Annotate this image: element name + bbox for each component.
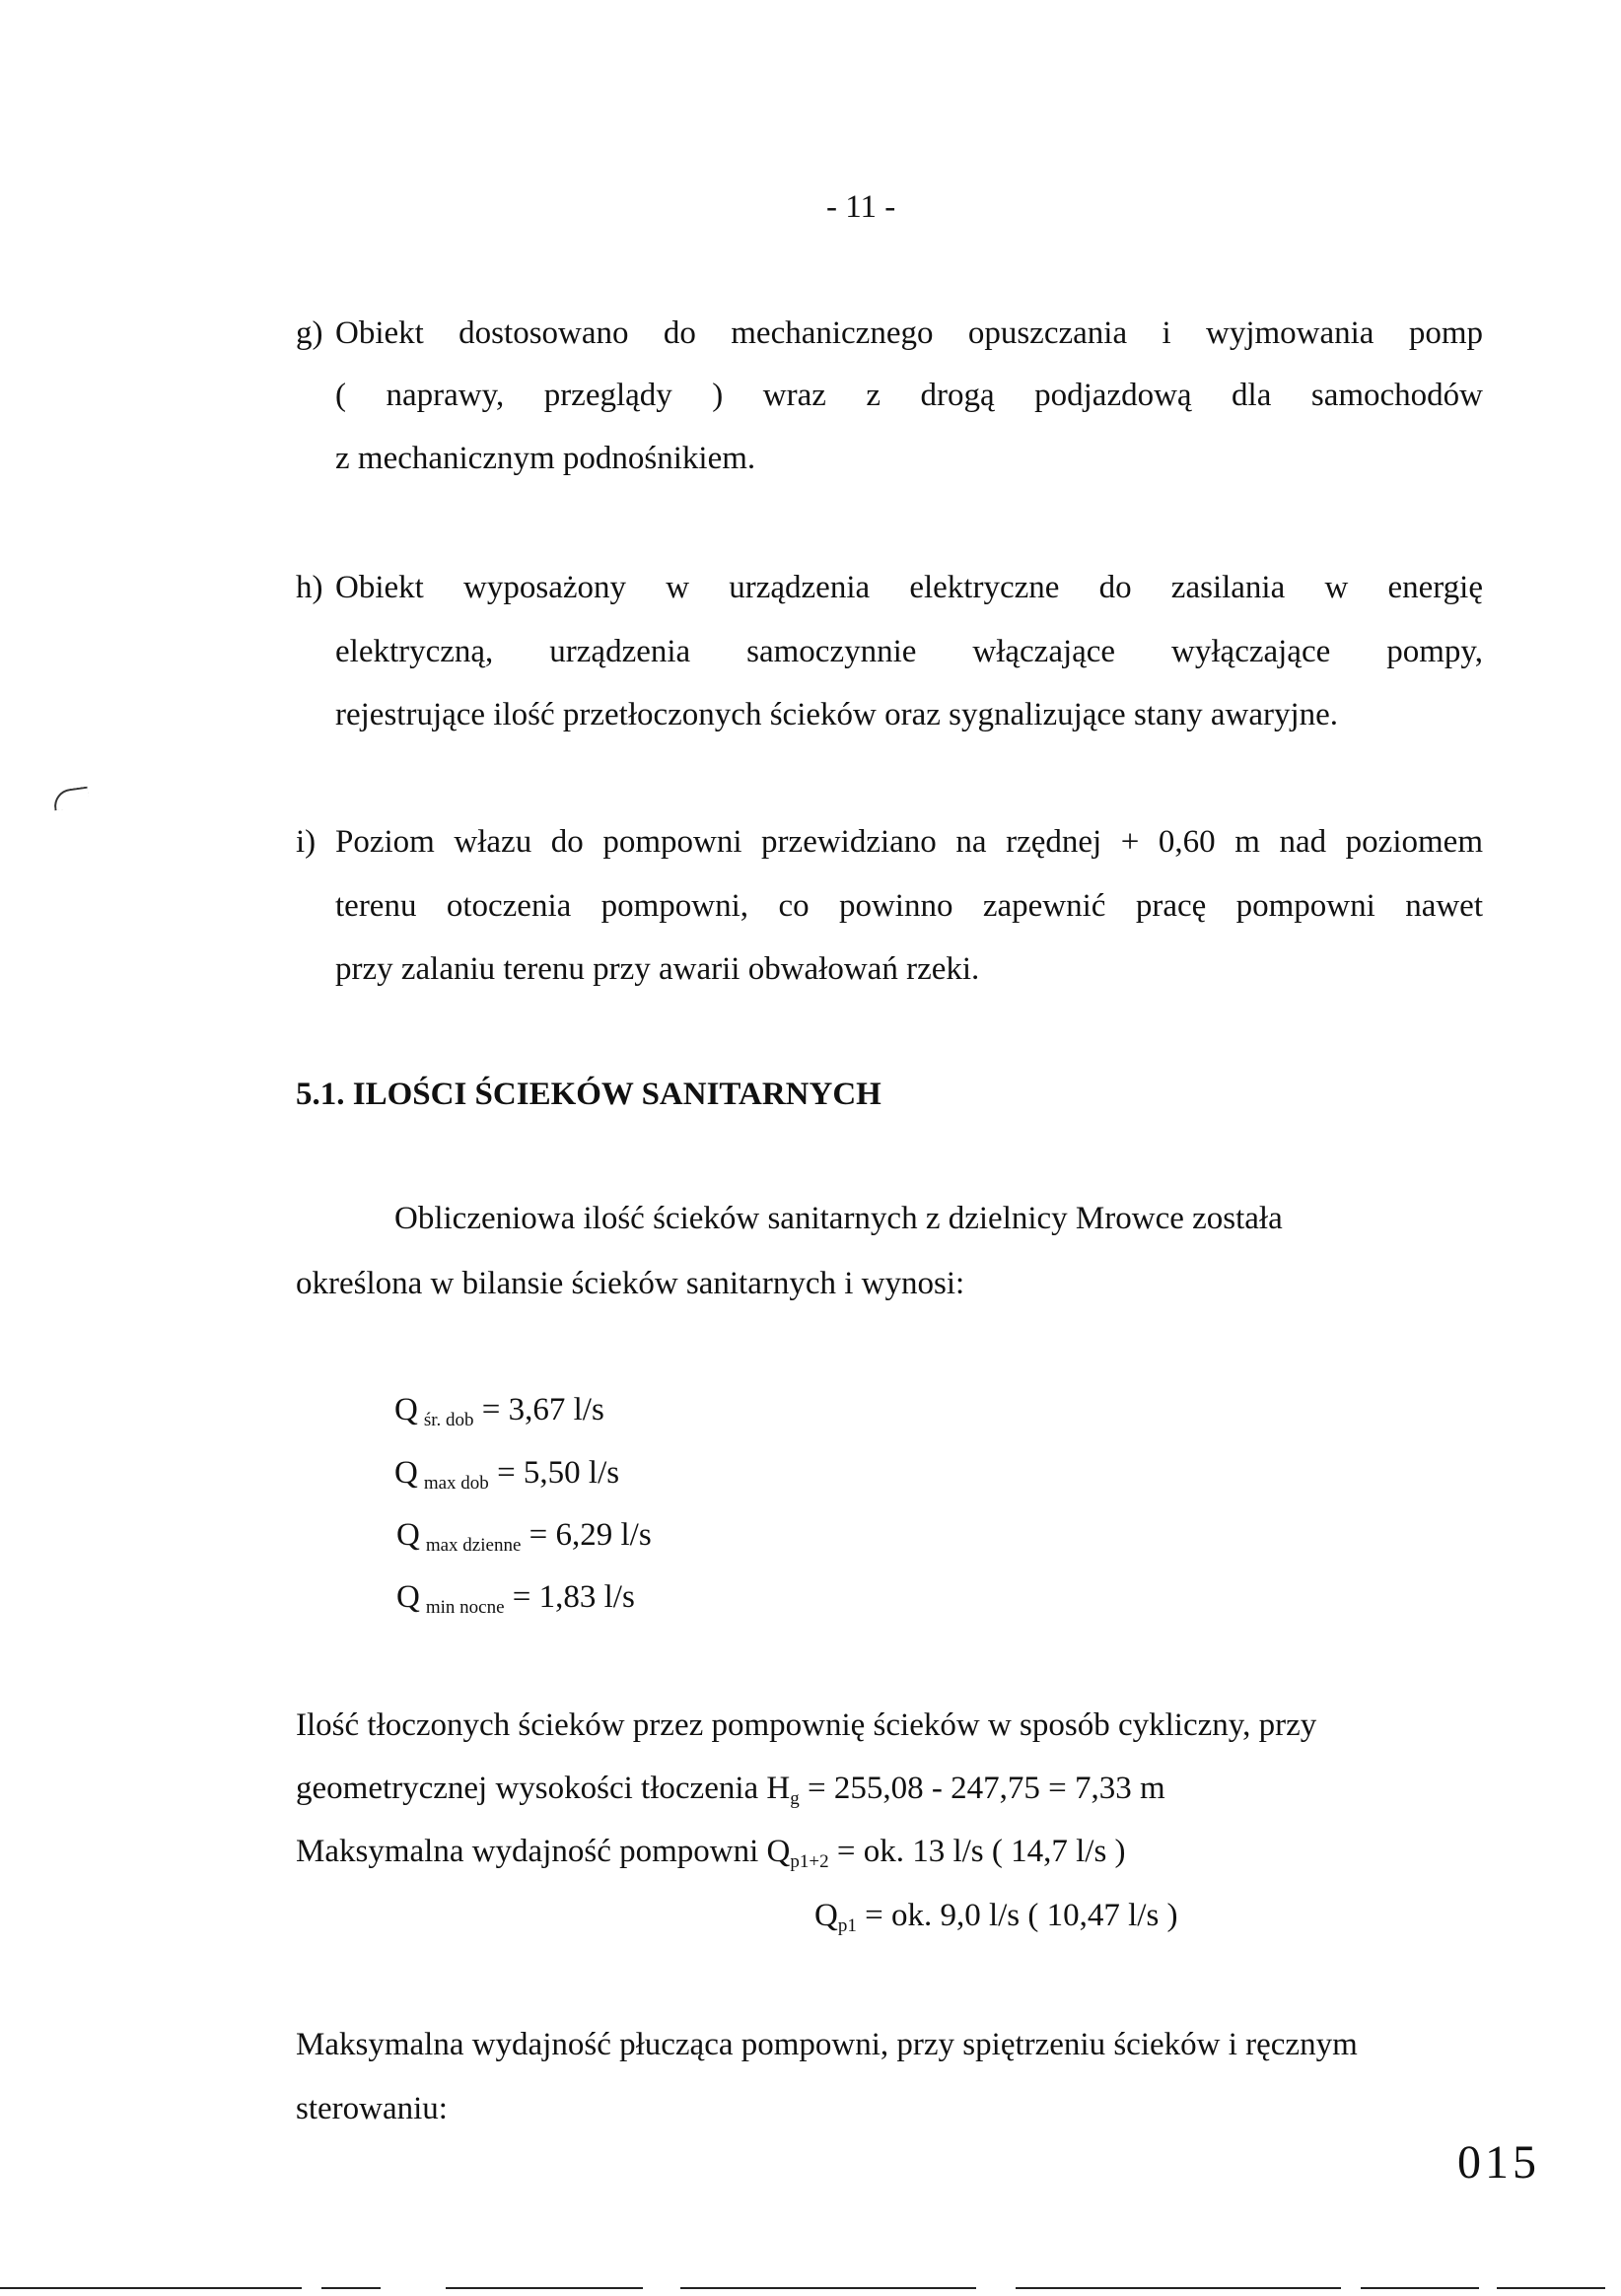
flow-row [394,1392,604,1430]
pumping-line-3-sub: p1+2 [790,1851,829,1872]
item-h-marker: h) [296,570,323,605]
pumping-line-4-symbol: Q [814,1898,838,1933]
item-g-line-1: Obiekt dostosowano do mechanicznego opuszczania i wyjmowania pomp [335,315,1483,351]
bottom-rule-segment [446,2287,643,2289]
flushing-line-1: Maksymalna wydajność płucząca pompowni, przy spiętrzeniu ścieków i ręcznym [296,2027,1358,2062]
item-i-line-1: Poziom włazu do pompowni przewidziano na rzędnej + 0,60 m nad poziomem [335,824,1483,860]
item-i-marker: i) [296,824,317,860]
pumping-line-1: Ilość tłoczonych ścieków przez pompownię ścieków w sposób cykliczny, przy [296,1707,1317,1743]
bottom-rule-segment [1016,2287,1341,2289]
pumping-line-3 [296,1834,1126,1872]
pumping-line-2 [296,1771,1165,1809]
pumping-line-2-sub: g [790,1788,800,1809]
flushing-line-2: sterowaniu: [296,2091,448,2126]
flow-value: = 1,83 l/s [512,1579,635,1615]
item-h-line-1: Obiekt wyposażony w urządzenia elektryczne do zasilania w energię [335,570,1483,605]
pumping-line-4-sub: p1 [837,1915,857,1936]
flow-symbol: Q [394,1455,418,1491]
flow-row [396,1517,652,1556]
margin-pen-mark [52,787,90,811]
pumping-line-4 [814,1898,1178,1936]
flow-subscript: min nocne [425,1597,505,1618]
pumping-line-3-value: = ok. 13 l/s ( 14,7 l/s ) [828,1834,1126,1869]
item-g-marker: g) [296,315,323,351]
pumping-line-4-value: = ok. 9,0 l/s ( 10,47 l/s ) [856,1898,1178,1933]
flow-symbol: Q [394,1392,418,1427]
flow-subscript: max dzienne [425,1535,522,1556]
pumping-line-2-value: = 255,08 - 247,75 = 7,33 m [799,1771,1165,1806]
item-g-line-3: z mechanicznym podnośnikiem. [335,441,756,476]
flow-row [396,1579,635,1618]
item-i-line-3: przy zalaniu terenu przy awarii obwałowań rzeki. [335,951,980,987]
flow-subscript: śr. dob [423,1410,474,1430]
flow-value: = 6,29 l/s [529,1517,652,1553]
intro-line-2: określona w bilansie ścieków sanitarnych i wynosi: [296,1266,965,1301]
flow-value: = 5,50 l/s [497,1455,620,1491]
pumping-line-2-text: geometrycznej wysokości tłoczenia H [296,1771,791,1806]
bottom-rule-segment [321,2287,381,2289]
section-number: 5.1. [296,1077,345,1112]
page-number: - 11 - [826,189,896,225]
flow-row [394,1455,620,1494]
bottom-rule-segment [1361,2287,1479,2289]
item-i-line-2: terenu otoczenia pompowni, co powinno zapewnić pracę pompowni nawet [335,888,1483,924]
pumping-line-3-text: Maksymalna wydajność pompowni Q [296,1834,791,1869]
item-g-line-2: ( naprawy, przeglądy ) wraz z drogą podjazdową dla samochodów [335,378,1483,413]
item-h-line-2: elektryczną, urządzenia samoczynnie włączające wyłączające pompy, [335,634,1483,669]
flow-symbol: Q [396,1517,420,1553]
section-title: ILOŚCI ŚCIEKÓW SANITARNYCH [352,1077,881,1112]
flow-value: = 3,67 l/s [481,1392,604,1427]
flow-subscript: max dob [423,1473,489,1494]
bottom-rule-segment [0,2287,302,2289]
bottom-rule-segment [680,2287,976,2289]
flow-symbol: Q [396,1579,420,1615]
page-stamp: 015 [1457,2136,1540,2189]
intro-line-1: Obliczeniowa ilość ścieków sanitarnych z dzielnicy Mrowce została [394,1201,1283,1236]
bottom-rule-segment [1497,2287,1605,2289]
section-heading [296,1077,881,1113]
item-h-line-3: rejestrujące ilość przetłoczonych ścieków oraz sygnalizujące stany awaryjne. [335,697,1339,732]
